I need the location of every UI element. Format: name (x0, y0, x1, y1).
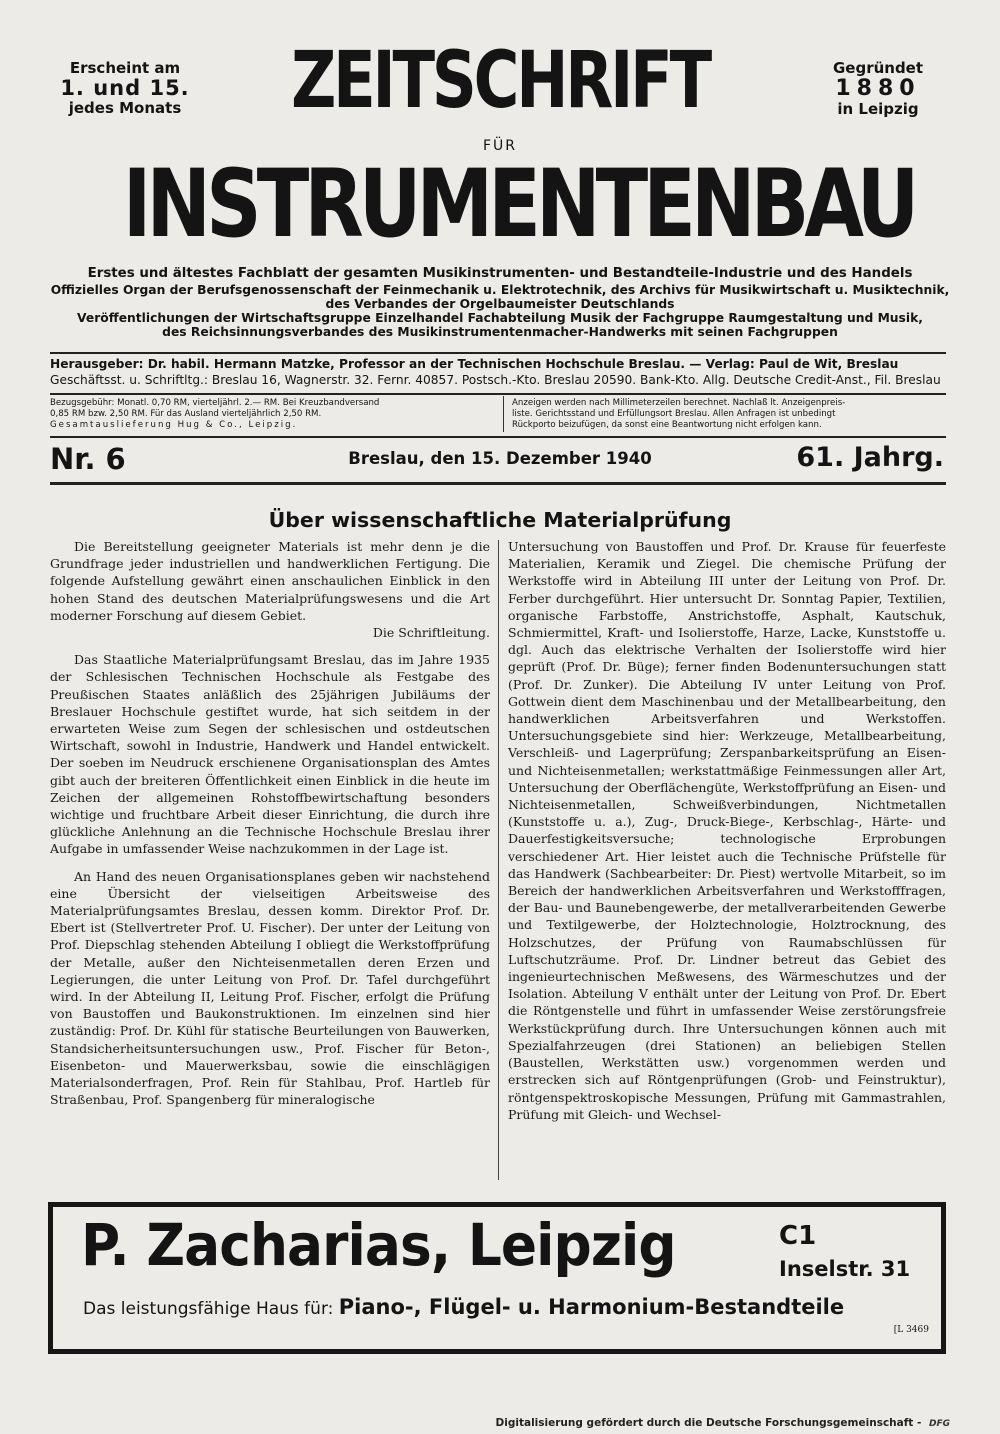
ad-company-name: P. Zacharias, Leipzig (81, 1211, 676, 1279)
ad-tag-prefix: Das leistungsfähige Haus für: (83, 1299, 334, 1319)
masthead-title-mid: FÜR (482, 138, 518, 154)
article-signature: Die Schriftleitung. (372, 625, 490, 641)
terms-left-1: Bezugsgebühr: Monatl. 0,70 RM, vierteljährl. 2.— RM. Bei Kreuzbandversand (50, 398, 380, 408)
publication-schedule (60, 60, 190, 117)
ad-street: Inselstr. 31 (779, 1257, 911, 1281)
subtitle-line-1: Erstes und ältestes Fachblatt der gesamten Musikinstrumenten- und Bestandteile-Industrie und des Handels (87, 266, 913, 281)
publisher-info (50, 356, 946, 389)
article-paragraph-3: Untersuchung von Baustoffen und Prof. Dr. Krause für feuerfeste Materialien, Keramik und Ziegel. Die chemische Prüfung der Werkstoffe wird in Abteilung III unter der Leitung von Prof. Dr. Ferber durchgeführt. Hier untersucht Dr. Sonntag Papier, Textilien, organische Farbstoffe, Anstrichstoffe, Asphalt, Kautschuk, Schmiermittel, Kraft- und Isolierstoffe, Harze, Lacke, Kunststoffe u. dgl. Auch das elektrische Verhalten der Isolierstoffe wird hier geprüft (Prof. Dr. Büge); ferner finden Bodenuntersuchungen statt (Prof. Dr. Zunker). Die Abteilung IV unter Leitung von Prof. Gottwein dient dem Maschinenbau und der Metallbearbeitung, den handwerklichen Arbeitsverfahren und Werkstoffen. Untersuchungsgebiete sind hier: Werkzeuge, Metallbearbeitung, Verschleiß- und Lagerprüfung; Zerspanbarkeitsprüfung an Eisen- und Nichteisenmetallen; werkstattmäßige Feinmessungen aller Art, Untersuchung der Oberflächengüte, Werkstoffprüfung an Eisen- und Nichteisenmetallen, Schweißverbindungen, Nichtmetallen (Kunststoffe u. a.), Zug-, Druck-Biege-, Kerbschlag-, Härte- und Dauerfestigkeitsversuche; technologische Erprobungen verschiedener Art. Hier leistet auch die Technische Prüfstelle für das Handwerk (Sachbearbeiter: Dr. Piest) wertvolle Mitarbeit, so im Bereich der handwerklichen Arbeitsverfahren und Werkstofffragen, der Bau- und Baunebengewerbe, der metallverarbeitenden Gewerbe und Textilgewerbe, der Holztechnologie, Holztrocknung, des Holzschutzes, der Prüfung von Raumabschlüssen für Luftschutzräume. Prof. Dr. Lindner betreut das Gebiet des ingenieurtechnischen Meßwesens, des Wärmeschutzes und der Isolation. Abteilung V enthält unter der Leitung von Prof. Dr. Ebert die Röntgenstelle und führt in umfassender Weise zerstörungsfreie Werkstückprüfung durch. Ihre Untersuchungen können auch mit Spezialfahrzeugen (drei Stationen) an beliebigen Stellen (Baustellen, Werkstätten usw.) vorgenommen werden und erstrecken sich auf Röntgenprüfungen (Grob- und Feinstruktur), röntgenspektroskopische Messungen, Prüfung mit Gammastrahlen, Prüfung mit Gleich- und Wechsel- (508, 539, 946, 1122)
advertisement-box (48, 1202, 946, 1354)
article-intro: Die Bereitstellung geeigneter Materials ist mehr denn je die Grundfrage jeder industriellen und handwerklichen Fertigung. Die folgende Aufstellung gewährt einen anschaulichen Einblick in den hohen Stand des deutschen Materialprüfungswesens und die Art moderner Forschung auf diesem Gebiet. (50, 539, 490, 623)
subtitle-line-4: Veröffentlichungen der Wirtschaftsgruppe Einzelhandel Fachabteilung Musik der Fachgruppe Raumgestaltung und Musik, (77, 311, 923, 326)
terms-separator (503, 396, 504, 432)
subtitle-line-2: Offizielles Organ der Berufsgenossenschaft der Feinmechanik u. Elektrotechnik, des Archivs für Musikwirtschaft u. Musiktechnik, (50, 283, 950, 297)
header-rule-1 (50, 352, 946, 354)
article-paragraph-2: An Hand des neuen Organisationsplanes geben wir nachstehend eine Übersicht der vielseitigen Arbeitsweise des Materialprüfungsamtes Breslau, dessen komm. Direktor Prof. Dr. Ebert ist (Stellvertreter Prof. U. Fischer). Der unter der Leitung von Prof. Diepschlag stehenden Abteilung I obliegt die Werkstoffprüfung der Metalle, außer den Nichteisenmetallen deren Erzen und Legierungen, die unter Leitung von Prof. Dr. Tafel durchgeführt wird. In der Abteilung II, Leitung Prof. Fischer, erfolgt die Prüfung von Baustoffen und Baukonstruktionen. Im einzelnen sind hier zuständig: Prof. Dr. Kühl für statische Beurteilungen von Bauwerken, Standsicherheitsuntersuchungen usw., Prof. Fischer für Beton-, Eisenbeton- und Mauerwerksbau, sowie die einschlägigen Materialsonderfragen, Prof. Rein für Stahlbau, Prof. Hartleb für Straßenbau, Prof. Spangenberg für mineralogische (50, 868, 490, 1108)
masthead-title-bottom: INSTRUMENTENBAU (122, 150, 915, 259)
terms-right-2: liste. Gerichtsstand und Erfüllungsort Breslau. Allen Anfragen ist unbedingt (512, 409, 836, 420)
schedule-line-1: Erscheint am (69, 59, 181, 77)
schedule-line-2: 1. und 15. (60, 75, 190, 100)
subtitle-block (50, 283, 950, 340)
issue-number: Nr. 6 (50, 442, 126, 476)
article-title: Über wissenschaftliche Materialprüfung (268, 508, 732, 532)
digitization-footer (496, 1417, 950, 1429)
publisher-line-1: Herausgeber: Dr. habil. Hermann Matzke, Professor an der Technischen Hochschule Breslau. — Verlag: Paul de Wit, Breslau (50, 357, 899, 371)
terms-right-1: Anzeigen werden nach Millimeterzeilen berechnet. Nachlaß lt. Anzeigenpreis- (512, 398, 846, 408)
subtitle-line-3: des Verbandes der Orgelbaumeister Deutschlands (325, 297, 675, 312)
publisher-line-2: Geschäftsst. u. Schriftltg.: Breslau 16, Wagnerstr. 32. Fernr. 40857. Postsch.-Kto. Breslau 20590. Bank-Kto. Allg. Deutsche Credit-Anst., Fil. Breslau (50, 373, 941, 388)
footer-text: Digitalisierung gefördert durch die Deutsche Forschungsgemeinschaft - (495, 1417, 922, 1429)
article-column-left (50, 538, 490, 1109)
advertising-terms (512, 398, 948, 432)
header-rule-2 (50, 393, 946, 395)
terms-left-3: Gesamtauslieferung Hug & Co., Leipzig. (50, 420, 298, 431)
column-separator (498, 540, 499, 1180)
founding-line-1: Gegründet (832, 59, 924, 77)
terms-left-2: 0,85 RM bzw. 2,50 RM. Für das Ausland vierteljährlich 2,50 RM. (50, 409, 322, 420)
ad-district: C1 (779, 1221, 817, 1251)
schedule-line-3: jedes Monats (68, 99, 182, 118)
founding-year: 1880 (835, 75, 921, 101)
ad-code: [L 3469 (893, 1325, 929, 1335)
subscription-terms (50, 398, 495, 432)
ad-tag-products: Piano-, Flügel- u. Harmonium-Bestandteile (338, 1295, 845, 1319)
header-rule-4 (50, 482, 946, 485)
article-column-right (508, 538, 946, 1123)
masthead-title-top: ZEITSCHRIFT (291, 36, 709, 126)
terms-right-3: Rückporto beizufügen, da sonst eine Beantwortung nicht erfolgen kann. (512, 420, 822, 431)
ad-tagline (83, 1295, 844, 1319)
issue-date: Breslau, den 15. Dezember 1940 (348, 449, 652, 468)
issue-year: 61. Jahrg. (796, 442, 944, 473)
header-rule-3 (50, 436, 946, 438)
founding-info (818, 60, 938, 118)
subtitle-line-5: des Reichsinnungsverbandes des Musikinstrumentenmacher-Handwerks mit seinen Fachgruppen (162, 325, 838, 340)
article-paragraph-1: Das Staatliche Materialprüfungsamt Breslau, das im Jahre 1935 der Schlesischen Technischen Hochschule als Festgabe des Preußischen Staates anläßlich des 25jährigen Jubiläums der Breslauer Hochschule gestiftet wurde, hat sich seitdem in der erwarteten Weise zum Segen der schlesischen und ostdeutschen Wirtschaft, sowohl in Industrie, Handwerk und Handel entwickelt. Der soeben im Neudruck erschienene Organisationsplan des Amtes gibt auch der breiteren Öffentlichkeit einen Einblick in die heute im Zeichen der allgemeinen Rohstoffbewirtschaftung besonders wichtige und fruchtbare Arbeit dieser Einrichtung, die durch ihre glückliche Anlehnung an die Technische Hochschule Breslau ihrer Aufgabe in umfassender Weise nachzukommen in der Lage ist. (50, 652, 490, 857)
dfg-logo: DFG (928, 1419, 950, 1429)
founding-line-3: in Leipzig (837, 100, 919, 119)
